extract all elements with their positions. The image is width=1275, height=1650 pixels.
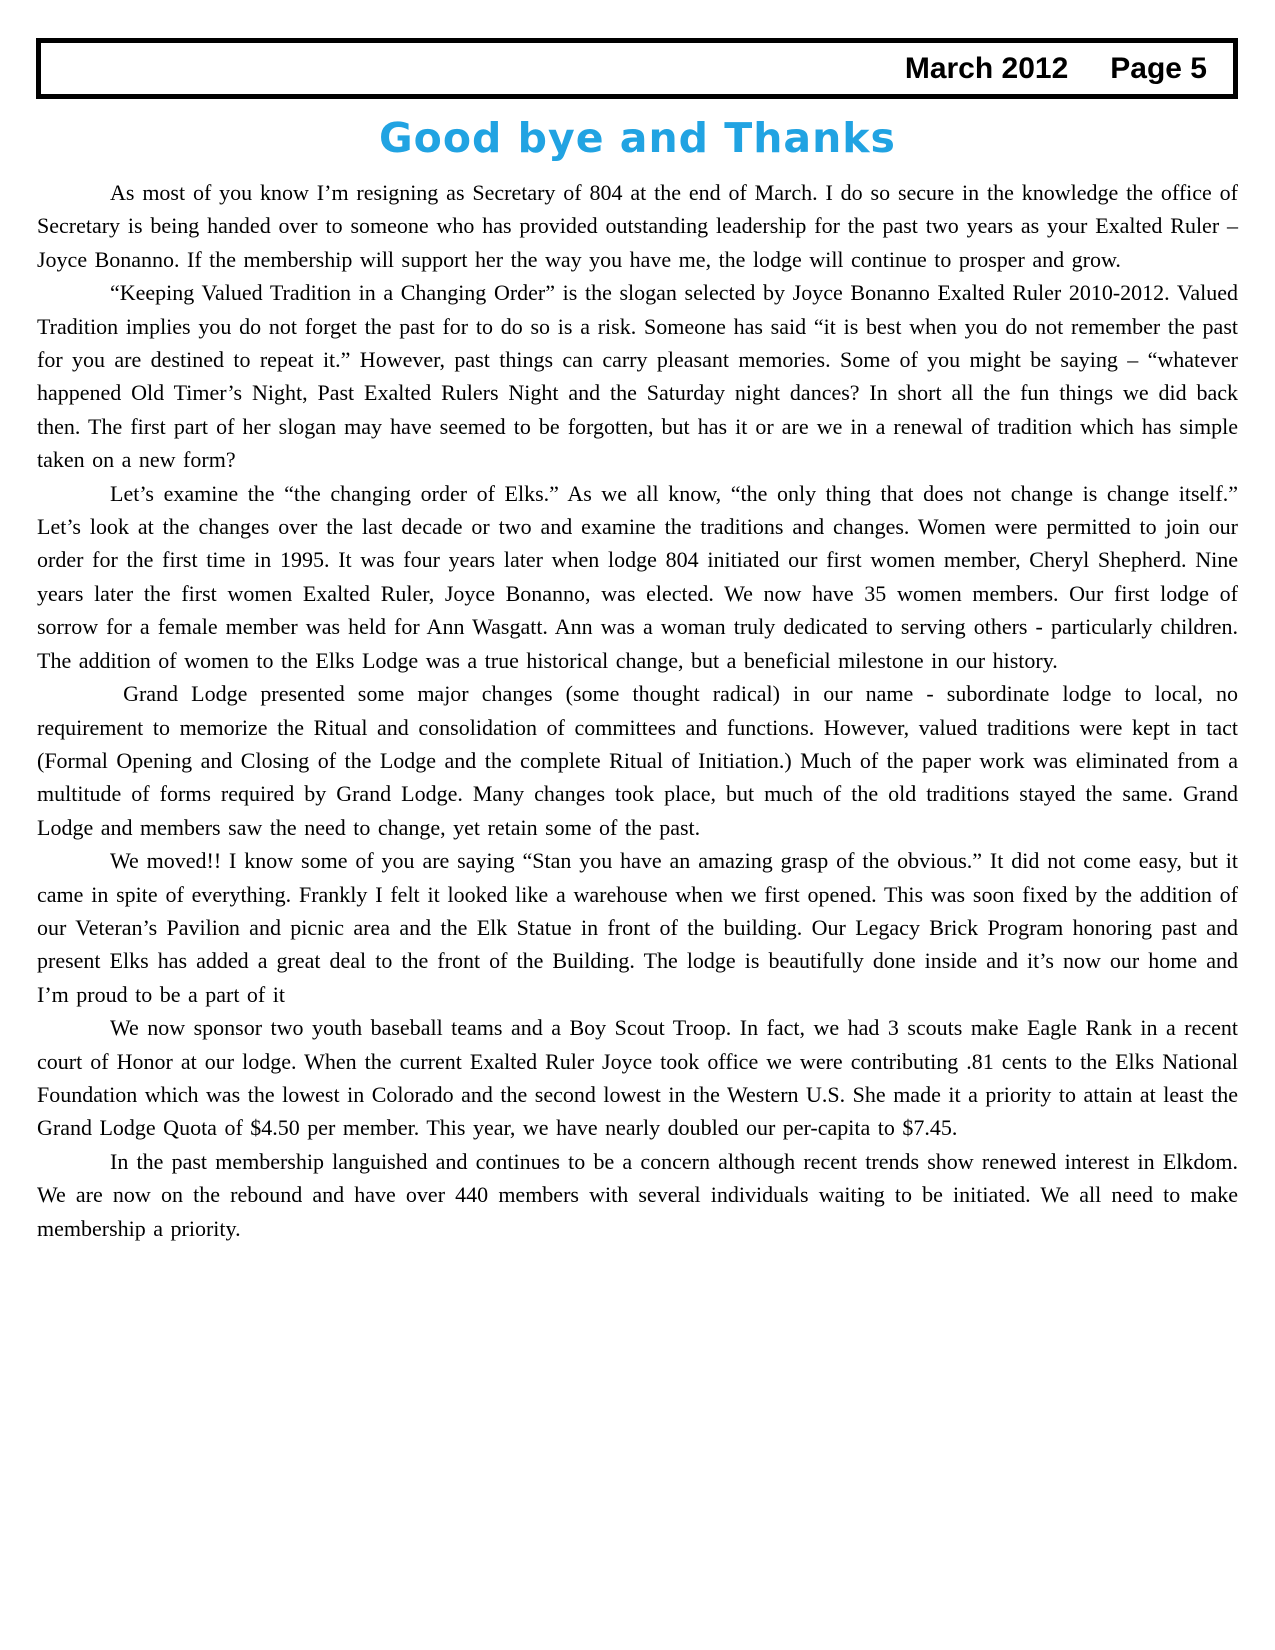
article-title: Good bye and Thanks xyxy=(379,114,896,162)
article-paragraph: We moved!! I know some of you are saying “Stan you have an amazing grasp of the obvious.” It did not come easy, but it came in spite of everything. Frankly I felt it looked like a warehouse when we first opened. This was soon fixed by the addition of our Veteran’s Pavilion and picnic area and the Elk Statue in front of the building. Our Legacy Brick Program honoring past and present Elks has added a great deal to the front of the Building. The lodge is beautifully done inside and it’s now our home and I’m proud to be a part of it xyxy=(37,848,1238,1007)
article-paragraph: As most of you know I’m resigning as Secretary of 804 at the end of March. I do so secure in the knowledge the office of Secretary is being handed over to someone who has provided outstanding leadership for the past two years as your Exalted Ruler – Joyce Bonanno. If the membership will support her the way you have me, the lodge will continue to prosper and grow. xyxy=(37,180,1238,272)
article-paragraph: In the past membership languished and continues to be a concern although recent trends show renewed interest in Elkdom. We are now on the rebound and have over 440 members with several individuals waiting to be initiated. We all need to make membership a priority. xyxy=(37,1148,1238,1241)
article-paragraph: We now sponsor two youth baseball teams and a Boy Scout Troop. In fact, we had 3 scouts make Eagle Rank in a recent court of Honor at our lodge. When the current Exalted Ruler Joyce took office we were contributing .81 cents to the Elks National Foundation which was the lowest in Colorado and the second lowest in the Western U.S. She made it a priority to attain at least the Grand Lodge Quota of $4.50 per member. This year, we have nearly doubled our per-capita to $7.45. xyxy=(37,1015,1238,1141)
article-paragraph: Grand Lodge presented some major changes (some thought radical) in our name - subordinate lodge to local, no requirement to memorize the Ritual and consolidation of committees and functions. However, valued traditions were kept in tact (Formal Opening and Closing of the Lodge and the complete Ritual of Initiation.) Much of the paper work was eliminated from a multitude of forms required by Grand Lodge. Many changes took place, but much of the old traditions stayed the same. Grand Lodge and members saw the need to change, yet retain some of the past. xyxy=(37,681,1238,840)
page-header-box xyxy=(36,38,1238,99)
header-page-number: Page 5 xyxy=(1110,51,1207,85)
header-date: March 2012 xyxy=(904,51,1069,85)
article-body xyxy=(37,176,1238,1245)
article-paragraph: “Keeping Valued Tradition in a Changing Order” is the slogan selected by Joyce Bonanno Exalted Ruler 2010-2012. Valued Tradition implies you do not forget the past for to do so is a risk. Someone has said “it is best when you do not remember the past for you are destined to repeat it.” However, past things can carry pleasant memories. Some of you might be saying – “whatever happened Old Timer’s Night, Past Exalted Rulers Night and the Saturday night dances? In short all the fun things we did back then. The first part of her slogan may have seemed to be forgotten, but has it or are we in a renewal of tradition which has simple taken on a new form? xyxy=(37,280,1238,473)
article-paragraph: Let’s examine the “the changing order of Elks.” As we all know, “the only thing that does not change is change itself.” Let’s look at the changes over the last decade or two and examine the traditions and changes. Women were permitted to join our order for the first time in 1995. It was four years later when lodge 804 initiated our first women member, Cheryl Shepherd. Nine years later the first women Exalted Ruler, Joyce Bonanno, was elected. We now have 35 women members. Our first lodge of sorrow for a female member was held for Ann Wasgatt. Ann was a woman truly dedicated to serving others - particularly children. The addition of women to the Elks Lodge was a true historical change, but a beneficial milestone in our history. xyxy=(37,480,1238,673)
